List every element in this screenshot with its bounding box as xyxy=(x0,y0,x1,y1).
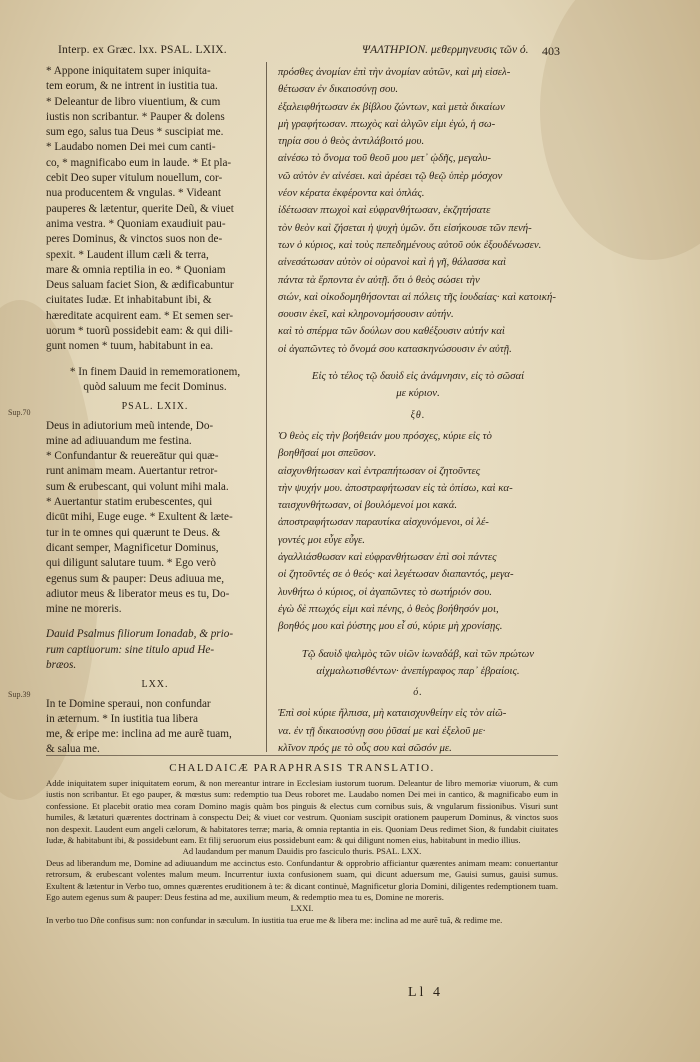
text-line: pauperes & lætentur, querite Deũ, & viuet xyxy=(46,202,234,215)
text-line: dicūt mihi, Euge euge. * Exultent & læte- xyxy=(46,511,233,524)
greek-psalm69-title xyxy=(278,368,558,403)
text-line: πρόσθες ἀνομίαν ἐπὶ τὴν ἀνομίαν αὐτῶν, καὶ μὴ εἰσελ- xyxy=(278,66,511,78)
chaldaic-paragraph: In verbo tuo Dñe confisus sum: non confundar in sæculum. In iustitia tua erue me & libera me: inclina ad me aurẽ tuã, & redime me. xyxy=(46,914,503,925)
text-line: egenus sum & pauper: Deus adiuua me, xyxy=(46,572,225,585)
text-line: mare & omnia reptilia in eo. * Quoniam xyxy=(46,263,226,276)
chaldaic-paragraph: Deus ad liberandum me, Domine ad adiuuandum me accinctus esto. Confundantur & opprobrio afficiantur quærentes animam meam: conuertantur retrorsum, & erubescant volentes malum meum. Incurrentur iuxta confusionem suam, qui dicunt aduersum me, Gauisi sumus, gauisi sumus. Exultent & lætentur in Verbo tuo, omnes quærentes eruditionem à te: & dicant continuè, Magnificetur gloria Domini, diligentes redemptionem tuam. Ego autem egenus sum & pauper: Deus festina ad me, auxilium meum, & redemptio mea tu es, Domine ne moreris. xyxy=(46,857,558,903)
text-line: πάντα τὰ ἕρποντα ἐν αὐτῇ. ὅτι ὁ θεὸς σώσει τὴν xyxy=(278,273,480,286)
text-line: qui diligunt salutare tuum. * Ego verò xyxy=(46,557,216,570)
text-line: gunt nomen * tuum, habitabunt in ea. xyxy=(46,340,214,353)
text-line: * Deleantur de libro viuentium, & cum xyxy=(46,95,221,108)
text-line: οἱ ζητοῦντές σε ὁ θεός· καὶ λεγέτωσαν διαπαντός, μεγα- xyxy=(278,568,514,581)
chaldaic-paragraph: Ad laudandum per manum Dauidis pro fasciculo thuris. PSAL. LXX. xyxy=(182,846,422,857)
text-line: mine ad adiuuandum me festina. xyxy=(46,434,192,447)
text-line: bræos. xyxy=(46,658,77,671)
text-line: sum & erubescant, qui volunt mihi mala. xyxy=(46,480,229,493)
text-line: quòd saluum me fecit Dominus. xyxy=(83,380,227,393)
text-line: dicant semper, Magnificetur Dominus, xyxy=(46,541,219,554)
text-line: * Auertantur statim erubescentes, qui xyxy=(46,496,213,509)
text-line: Εἰς τὸ τέλος τῷ δαυὶδ εἰς ἀνάμνησιν, εἰς τὸ σῶσαί xyxy=(311,370,525,383)
text-line: uorum * tuorũ possidebit eam: & qui dili- xyxy=(46,325,233,338)
greek-psalm69 xyxy=(278,428,558,636)
text-line: ciuitates Iudæ. Et inhabitabunt ibi, & xyxy=(46,294,212,307)
text-line: * Confundantur & reuereātur qui quæ- xyxy=(46,450,219,463)
latin-psalm70-heading: LXX. xyxy=(141,679,169,691)
text-line: spexit. * Laudent illum cæli & terra, xyxy=(46,248,209,261)
text-line: τηρία σου ὁ θεὸς ἀντιλάβοιτό μου. xyxy=(278,135,425,148)
latin-psalm70 xyxy=(46,697,264,758)
latin-column xyxy=(46,64,264,758)
chaldaic-paraphrase xyxy=(46,778,558,926)
text-line: λυνθήτω ὁ κύριος, οἱ ἀγαπῶντες τὸ σωτήριόν σου. xyxy=(278,585,492,598)
text-line: των ὁ κύριος, καὶ τοὺς πεπεδημένους αὐτοῦ οὐκ ἐξουδένωσεν. xyxy=(278,238,542,251)
text-line: Deus saluam faciet Sion, & ædificabuntur xyxy=(46,279,234,292)
chaldaic-title: CHALDAICÆ PARAPHRASIS TRANSLATIO. xyxy=(169,762,435,774)
latin-psalm69-heading: PSAL. LXIX. xyxy=(121,401,189,413)
text-line: αἰχμαλωτισθέντων· ἀνεπίγραφος παρ᾽ ἑβραίοις. xyxy=(316,664,520,677)
text-line: ἀγαλλιάσθωσαν καὶ εὐφρανθήτωσαν ἐπὶ σοὶ πάντες xyxy=(278,551,497,564)
greek-psalm69-heading: ξθ. xyxy=(410,409,426,421)
column-divider xyxy=(266,62,267,752)
text-line: sum ego, salus tua Deus * suscipiat me. xyxy=(46,126,224,139)
latin-psalm69 xyxy=(46,419,264,618)
greek-column xyxy=(278,64,558,757)
text-line: αἰσχυνθήτωσαν καὶ ἐντραπήτωσαν οἱ ζητοῦντες xyxy=(278,464,481,477)
latin-psalm68 xyxy=(46,64,264,355)
margin-note: Sup.39 xyxy=(8,690,31,699)
text-line: cebit Deo super vitulum nouellum, cor- xyxy=(46,172,223,185)
text-line: σουσιν ἐκεῖ, καὶ κληρονομήσουσιν αὐτήν. xyxy=(278,308,454,321)
text-line: αἰνεσάτωσαν αὐτὸν οἱ οὐρανοὶ καὶ ἡ γῆ, θάλασσα καὶ xyxy=(278,256,507,269)
text-line: * Laudabo nomen Dei mei cum canti- xyxy=(46,141,216,154)
text-line: ἰδέτωσαν πτωχοὶ καὶ εὐφρανθήτωσαν, ἐκζητήσατε xyxy=(278,204,491,217)
text-line: με κύριον. xyxy=(396,387,440,400)
margin-note: Sup.70 xyxy=(8,408,31,417)
text-line: * In finem Dauid in rememorationem, xyxy=(69,365,241,378)
text-line: tur in te omnes qui quærunt te Deus. & xyxy=(46,526,221,539)
latin-psalm69-title xyxy=(46,365,264,396)
text-line: να. ἐν τῇ δικαιοσύνῃ σου ῥῦσαί με καὶ ἐξελοῦ με· xyxy=(278,724,486,737)
text-line: βοηθῆσαί μοι σπεῦσον. xyxy=(278,447,377,460)
text-line: ταισχυνθήτωσαν, οἱ βουλόμενοί μοι κακά. xyxy=(278,499,458,512)
latin-psalm70-title xyxy=(46,627,264,673)
text-line: hæreditate acquirent eam. * Et semen ser- xyxy=(46,309,234,322)
chaldaic-paragraph: LXXI. xyxy=(290,903,314,914)
greek-psalm70-title xyxy=(278,646,558,681)
text-line: * Appone iniquitatem super iniquita- xyxy=(46,65,211,77)
text-line: ἀποστραφήτωσαν παραυτίκα αἰσχυνόμενοι, οἱ λέ- xyxy=(278,516,489,529)
text-line: In te Domine speraui, non confundar xyxy=(46,697,211,710)
text-line: tem eorum, & ne intrent in iustitia tua. xyxy=(46,80,218,93)
text-line: νέον κέρατα ἐκφέροντα καὶ ὁπλάς. xyxy=(278,187,425,200)
text-line: θέτωσαν ἐν δικαιοσύνῃ σου. xyxy=(278,83,399,96)
text-line: ἐξαλειφθήτωσαν ἐκ βίβλου ζώντων, καὶ μετὰ δικαίων xyxy=(278,100,505,113)
paper-stain xyxy=(540,0,700,260)
running-head-left: Interp. ex Græc. lxx. PSAL. LXIX. xyxy=(58,44,227,56)
text-line: co, * magnificabo eum in laude. * Et pla- xyxy=(46,156,232,169)
greek-psalm68 xyxy=(278,64,558,358)
text-line: peres Dominus, & vinctos suos non de- xyxy=(46,233,223,246)
text-line: γοντές μοι εὖγε εὖγε. xyxy=(278,533,365,546)
text-line: αἰνέσω τὸ ὄνομα τοῦ θεοῦ μου μετ᾽ ᾠδῆς, μεγαλυ- xyxy=(278,152,491,165)
text-line: κλῖνον πρός με τὸ οὖς σου καὶ σῶσόν με. xyxy=(278,741,452,754)
greek-psalm70 xyxy=(278,705,558,757)
text-line: anima vestra. * Quoniam exaudiuit pau- xyxy=(46,217,226,230)
text-line: βοηθός μου καὶ ῥύστης μου εἶ σύ, κύριε μὴ χρονίσῃς. xyxy=(278,620,503,633)
greek-psalm70-heading: ό. xyxy=(413,687,423,699)
text-line: me, & eripe me: inclina ad me aurẽ tuam, xyxy=(46,728,232,741)
text-line: ἐγὼ δὲ πτωχός εἰμι καὶ πένης, ὁ θεὸς βοήθησόν μοι, xyxy=(278,602,499,615)
text-line: nua producentem & vngulas. * Videant xyxy=(46,187,221,200)
text-line: mine ne moreris. xyxy=(46,603,122,616)
text-line: Τῷ δαυὶδ ψαλμὸς τῶν υἱῶν ἰωναδάβ, καὶ τῶν πρώτων xyxy=(301,647,535,660)
running-head-right: ΨΑΛΤΗΡΙΟΝ. μεθερμηνευσις τῶν ό. xyxy=(362,44,529,56)
text-line: μὴ γραφήτωσαν. πτωχὸς καὶ ἀλγῶν εἰμι ἐγώ, ἡ σω- xyxy=(278,117,496,130)
signature-mark: Ll 4 xyxy=(408,985,443,1000)
text-line: σιών, καὶ οἰκοδομηθήσονται αἱ πόλεις τῆς ἰουδαίας· καὶ κατοική- xyxy=(278,290,556,303)
section-rule xyxy=(46,755,558,756)
text-line: οἱ ἀγαπῶντες τὸ ὄνομά σου κατασκηνώσουσιν ἐν αὐτῇ. xyxy=(278,342,512,355)
text-line: in æternum. * In iustitia tua libera xyxy=(46,712,198,725)
text-line: runt animam meam. Auertantur retror- xyxy=(46,465,218,478)
text-line: rum captiuorum: sine titulo apud He- xyxy=(46,643,215,656)
chaldaic-paragraph: Adde iniquitatem super iniquitatem eorum, & non mereantur intrare in Ecclesiam iustorum tuorum. Deleantur de libro memoriæ viuorum, & cum iustis non scribantur. Et ego pauper, & mœstus sum: redemptio tua Deus roboret me. Laudabo nomen Dei mei in cantico, & magnificabo eum in confessione. Et placebit oratio mea coram Domino magis quàm bos pinguis & electus cum cornibus suis, & vngularum fissionibus. Visuri sunt humiles, & lætaturi quærentes doctrinam à conspectu Dei; & viuet cor vestrum. Quoniam suscipit orationem pauperum Dominus, & vinctos suos non despexit. Laudent eum angeli cælorum, & habitatores terræ; maria, & omnia reptantia in eis. Quoniam Deus redimet Sion, & fundabit ciuitates Iudæ, & habitabunt ibi, & possidebunt eam. Et filij seruorum eius possidebunt eam: & qui diligunt nomen eius, habitabunt in medio illius. xyxy=(46,778,558,846)
text-line: Deus in adiutorium meũ intende, Do- xyxy=(46,419,214,432)
text-line: καὶ τὸ σπέρμα τῶν δούλων σου καθέξουσιν αὐτήν καὶ xyxy=(278,325,505,338)
text-line: & salua me. xyxy=(46,743,100,756)
text-line: Ὁ θεὸς εἰς τὴν βοήθειάν μου πρόσχες, κύριε εἰς τὸ xyxy=(278,429,492,442)
text-line: iustis non scribantur. * Pauper & dolens xyxy=(46,110,225,123)
text-line: Dauid Psalmus filiorum Ionadab, & prio- xyxy=(46,628,234,641)
text-line: τὸν θεὸν καὶ ζήσεται ἡ ψυχὴ ὑμῶν. ὅτι εἰσήκουσε τῶν πενή- xyxy=(278,221,532,234)
text-line: Ἐπὶ σοὶ κύριε ἤλπισα, μὴ καταισχυνθείην εἰς τὸν αἰῶ- xyxy=(278,707,507,720)
text-line: τὴν ψυχήν μου. ἀποστραφήτωσαν εἰς τὰ ὀπίσω, καὶ κα- xyxy=(278,481,513,494)
page-number: 403 xyxy=(542,44,560,58)
text-line: νῶ αὐτὸν ἐν αἰνέσει. καὶ ἀρέσει τῷ θεῷ ὑπὲρ μόσχον xyxy=(278,169,503,182)
text-line: adiutor meus & liberator meus es tu, Do- xyxy=(46,587,230,600)
